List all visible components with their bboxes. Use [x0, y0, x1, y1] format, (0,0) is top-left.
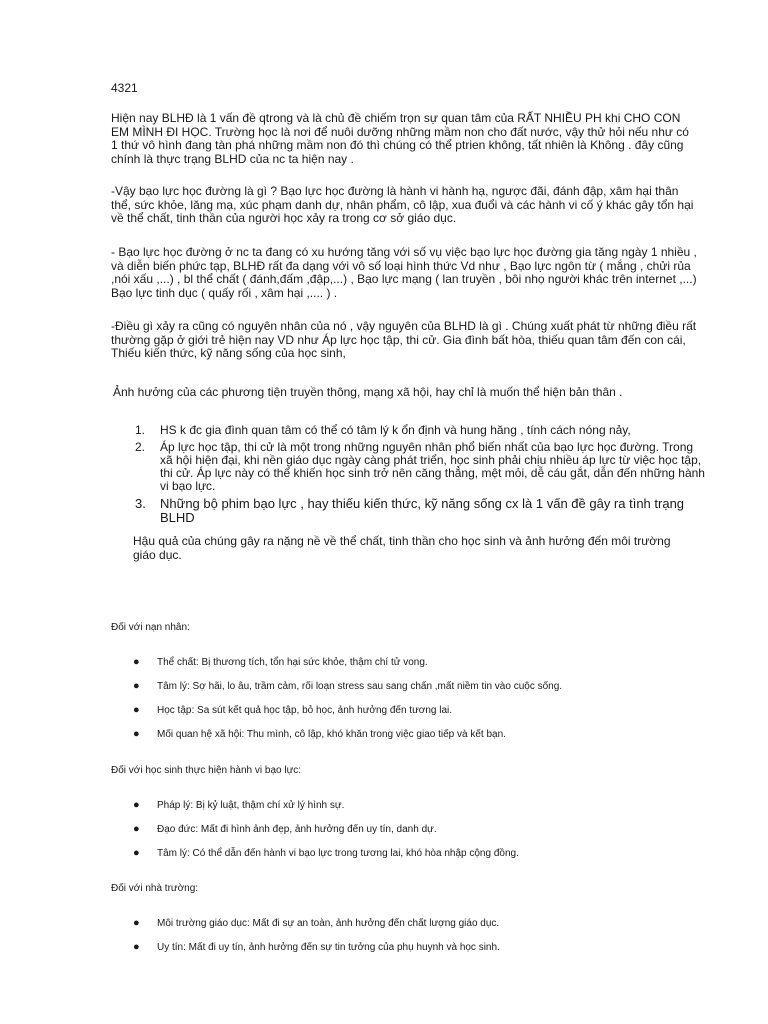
list-item — [133, 799, 717, 812]
item-text: Tâm lý: Sợ hãi, lo âu, trầm cảm, rối loạn stress sau sang chấn ,mất niềm tin vào cuộc sống. — [157, 681, 563, 692]
list-item — [133, 680, 717, 693]
item-text: Pháp lý: Bị kỷ luật, thậm chí xử lý hình sự. — [157, 800, 345, 811]
item-number: 3. — [135, 496, 146, 511]
item-text: Tâm lý: Có thể dẫn đến hành vi bạo lực trong tương lai, khó hòa nhập cộng đồng. — [157, 848, 519, 859]
item-text: Những bộ phim bạo lực , hay thiếu kiến thức, kỹ năng sống cx là 1 vấn đề gây ra tình trạng BLHD — [160, 496, 685, 525]
item-number: 1. — [135, 423, 146, 437]
item-text: Môi trường giáo dục: Mất đi sự an toàn, ảnh hưởng đến chất lượng giáo dục. — [157, 918, 500, 929]
bullet-icon: ● — [133, 656, 140, 668]
bullet-icon: ● — [133, 823, 140, 835]
page-number: 4321 — [111, 81, 138, 95]
item-text: Học tập: Sa sút kết quả học tập, bỏ học, ảnh hưởng đến tương lai. — [157, 705, 453, 716]
consequences-paragraph: Hậu quả của chúng gây ra nặng nề về thể chất, tinh thần cho học sinh và ảnh hưởng đến môi trường giáo dục. — [133, 534, 671, 562]
situation-paragraph: - Bạo lực học đường ở nc ta đang có xu hướng tăng với số vụ việc bạo lực học đường gia tăng ngày 1 nhiều , và diễn biến phức tạp, BLHĐ rất đa dạng với vô số loại hình thức Vd như , Bạo lực ngôn từ ( mắng , chửi rủa ,nói xấu ,...) , bl thể chất ( đánh,đấm ,đập,...) , Bạo lực mạng ( lan truyền , bôi nhọ người khác trên internet ,...) Bạo lực tinh dục ( quấy rối , xâm hại ,.... ) . — [111, 245, 697, 300]
causes-numbered-list — [135, 423, 705, 529]
item-text: Thể chất: Bị thương tích, tổn hại sức khỏe, thậm chí tử vong. — [157, 657, 428, 668]
list-item — [133, 917, 717, 930]
causes-paragraph: -Điều gì xảy ra cũng có nguyên nhân của nó , vậy nguyên của BLHD là gì . Chúng xuất phát từ những điều rất thường gặp ở giới trẻ hiện nay VD như Áp lực học tập, thi cử. Gia đình bất hòa, thiếu quan tâm đến con cái, Thiếu kiến thức, kỹ năng sống của học sinh, — [111, 319, 697, 360]
list-item — [133, 704, 717, 717]
list-item — [133, 941, 717, 954]
media-paragraph: Ảnh hưởng của các phương tiện truyền thông, mạng xã hội, hay chỉ là muốn thể hiện bản thân . — [113, 385, 623, 399]
numbered-item — [135, 496, 705, 525]
intro-paragraph: Hiện nay BLHĐ là 1 vấn đề qtrong và là chủ đề chiếm trọn sự quan tâm của RẤT NHIỀU PH khi CHO CON EM MÌNH ĐI HỌC. Trường học là nơi để nuôi dưỡng những mầm non cho đất nước, vậy thử hỏi nếu như có 1 thứ vô hình đang tàn phá những mầm non đó thì chúng có thể ptrien không, tất nhiên là Không . đây cũng chính là thực trạng BLHD của nc ta hiện nay . — [111, 111, 689, 166]
victims-heading: Đối với nạn nhân: — [111, 622, 190, 633]
bullet-icon: ● — [133, 728, 140, 740]
school-heading: Đối với nhà trường: — [111, 883, 199, 894]
item-text: HS k đc gia đình quan tâm có thể có tâm lý k ổn định và hung hăng , tính cách nóng nảy, — [160, 423, 631, 437]
list-item — [133, 656, 717, 669]
list-item — [133, 847, 717, 860]
numbered-item — [135, 440, 705, 493]
list-item — [133, 728, 717, 741]
bullet-icon: ● — [133, 799, 140, 811]
definition-paragraph: -Vậy bạo lực học đường là gì ? Bạo lực học đường là hành vi hành hạ, ngược đãi, đánh đập, xâm hại thân thể, sức khỏe, lăng mạ, xúc phạm danh dự, nhân phẩm, cô lập, xua đuổi và các hành vi cố ý khác gây tổn hại về thể chất, tinh thần của người học xảy ra trong cơ sở giáo dục. — [111, 184, 694, 225]
item-text: Uy tín: Mất đi uy tín, ảnh hưởng đến sự tin tưởng của phụ huynh và học sinh. — [157, 942, 500, 953]
item-text: Mối quan hệ xã hội: Thu mình, cô lập, khó khăn trong việc giao tiếp và kết bạn. — [157, 729, 506, 740]
perpetrators-list — [133, 799, 717, 860]
bullet-icon: ● — [133, 680, 140, 692]
victims-list — [133, 656, 717, 741]
numbered-item — [135, 423, 705, 437]
bullet-icon: ● — [133, 704, 140, 716]
item-number: 2. — [135, 440, 146, 454]
bullet-icon: ● — [133, 847, 140, 859]
bullet-icon: ● — [133, 941, 140, 953]
bullet-icon: ● — [133, 917, 140, 929]
item-text: Đạo đức: Mất đi hình ảnh đẹp, ảnh hưởng đến uy tín, danh dự. — [157, 824, 437, 835]
school-list — [133, 917, 717, 954]
item-text: Áp lực học tập, thi cử là một trong những nguyên nhân phổ biến nhất của bạo lực học đường. Trong xã hội hiện đại, khi nền giáo dục ngày càng phát triển, học sinh phải chịu nhiều áp lực từ việc học tập, thi cử. Áp lực này có thể khiến học sinh trở nên căng thẳng, mệt mỏi, dễ cáu gắt, dẫn đến những hành vi bạo lực. — [160, 440, 705, 493]
list-item — [133, 823, 717, 836]
perpetrators-heading: Đối với học sinh thực hiện hành vi bạo lực: — [111, 765, 302, 776]
